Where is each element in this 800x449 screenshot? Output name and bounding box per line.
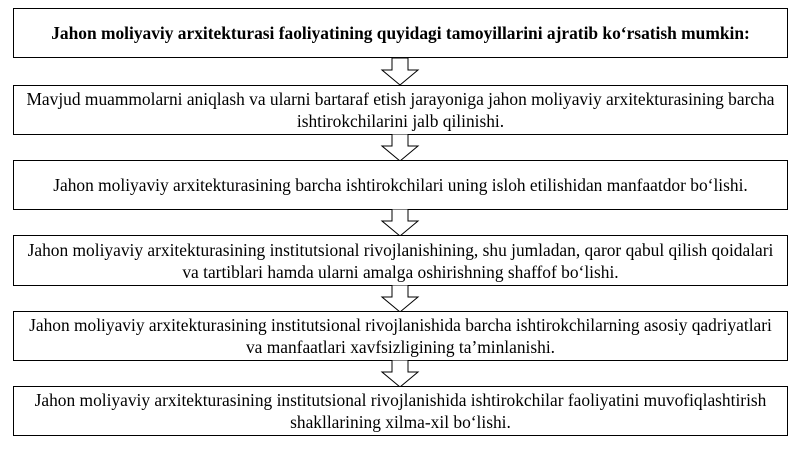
down-arrow-icon: [380, 285, 420, 313]
diagram-title-box: [13, 8, 788, 58]
principle-text-1: Mavjud muammolarni aniqlash va ularni bartaraf etish jarayoniga jahon moliyaviy arxitekturasining barcha ishtirokchilarini jalb qilinishi.: [26, 89, 775, 131]
principle-box-3: [13, 235, 788, 286]
principle-box-2: [13, 160, 788, 210]
down-arrow-icon: [380, 58, 420, 86]
principle-box-4: [13, 311, 788, 361]
principle-text-3: Jahon moliyaviy arxitekturasining institutsional rivojlanishining, shu jumladan, qaror qabul qilish qoidalari va tartiblari hamda ularni amalga oshirishning shaffof bo‘lishi.: [27, 239, 774, 282]
principle-text-2: Jahon moliyaviy arxitekturasining barcha ishtirokchilari uning isloh etilishidan manfaatdor bo‘lishi.: [53, 175, 748, 195]
down-arrow-icon: [380, 134, 420, 162]
principle-box-1: [13, 85, 788, 135]
down-arrow-icon: [380, 209, 420, 237]
down-arrow-icon: [380, 360, 420, 388]
principle-text-4: Jahon moliyaviy arxitekturasining institutsional rivojlanishida barcha ishtirokchilarning asosiy qadriyatlari va manfaatlari xavfsizligining ta’minlanishi.: [29, 315, 772, 357]
principle-box-5: [13, 386, 788, 436]
principle-text-5: Jahon moliyaviy arxitekturasining institutsional rivojlanishida ishtirokchilar faoliyatini muvofiqlashtirish shakllarining xilma-xil bo‘lishi.: [34, 390, 767, 432]
diagram-title: Jahon moliyaviy arxitekturasi faoliyatining quyidagi tamoyillarini ajratib ko‘rsatish mumkin:: [51, 23, 750, 43]
